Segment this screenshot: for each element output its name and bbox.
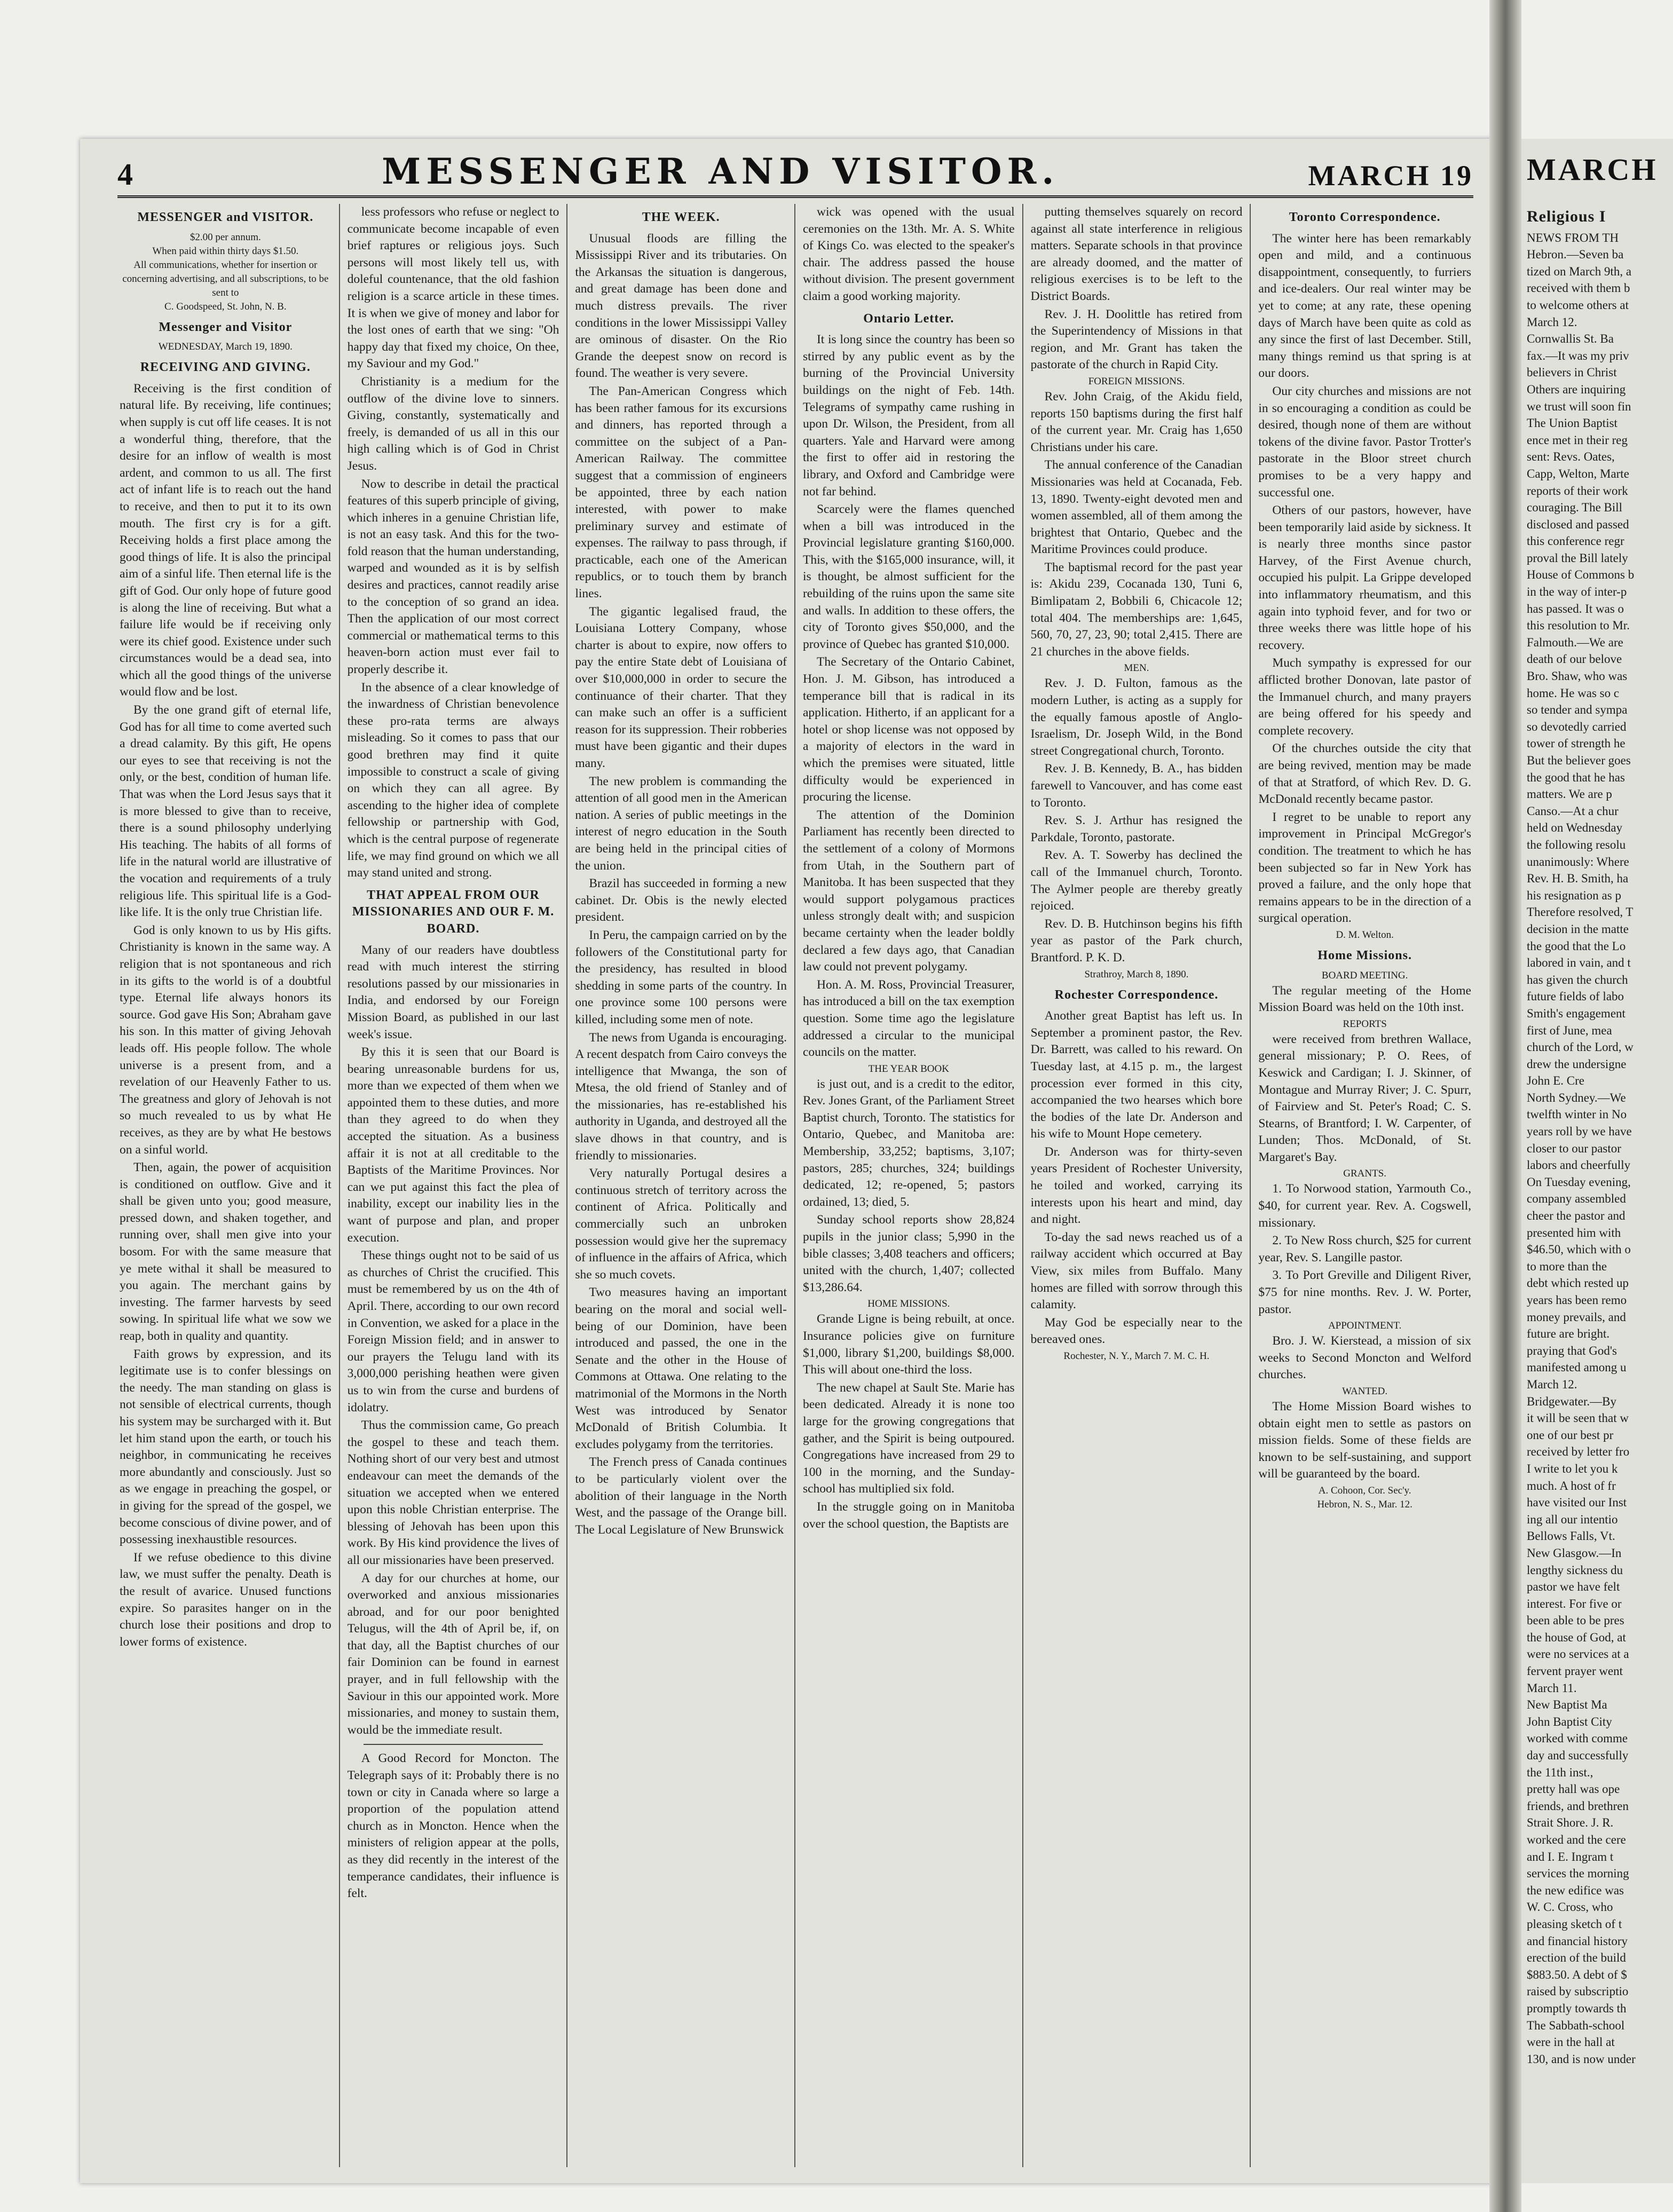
article-paragraph: These things ought not to be said of us as churches of Christ the crucified. This must be remembered by us on the 4th of April. There, according to our own record in Convention, we asked for a place in the Foreign Mission field; and in answer to our prayers the Telugu land with its 3,000,000 perishing heathen were given us to win from the curse and burdens of idolatry. (347, 1249, 559, 1415)
next-page-line: promptly towards th (1527, 2001, 1627, 2015)
article-heading: MESSENGER and VISITOR. (137, 210, 314, 224)
small-caption: WEDNESDAY, March 19, 1890. (158, 341, 293, 353)
article-heading: THE WEEK. (642, 210, 720, 224)
next-page-date: MARCH (1527, 152, 1658, 187)
article-paragraph: Our city churches and missions are not in so encouraging a condition as could be desired, though none of them are without tokens of the divine favor. Pastor Trotter's pastorate in the Bloor street church promises to be a very happy and successful one. (1258, 384, 1471, 500)
small-caption: D. M. Welton. (1336, 929, 1394, 941)
article-paragraph: Rev. J. D. Fulton, famous as the modern Luther, is acting as a supply for the equally famous apostle of Anglo-Israelism, Dr. Joseph Wild, in the Bond street Congregational church, Toronto. (1030, 676, 1243, 758)
next-page-line: money prevails, and (1527, 1310, 1626, 1324)
article-paragraph: Brazil has succeeded in forming a new cabinet. Dr. Obis is the newly elected president. (575, 876, 787, 925)
column-6 (1251, 204, 1479, 2167)
small-caption: A. Cohoon, Cor. Sec'y. (1318, 1484, 1411, 1496)
next-page-line: March 12. (1527, 315, 1577, 329)
article-paragraph: I regret to be unable to report any improvement in Principal McGregor's condition. The treatment to which he has been subjected so far in New York has proved a failure, and the only hope that remains appears to be in the direction of a surgical operation. (1258, 810, 1471, 926)
next-page-line: his resignation as p (1527, 888, 1621, 902)
next-page-line: years roll by we have (1527, 1125, 1632, 1139)
next-page-line: worked with comme (1527, 1732, 1628, 1745)
article-paragraph: wick was opened with the usual ceremonies on the 13th. Mr. A. S. White of Kings Co. was elected to the speaker's chair. The address passed the house without division. The present government claim a good working majority. (802, 205, 1015, 303)
article-paragraph: Scarcely were the flames quenched when a bill was introduced in the Provincial legislature granting $160,000. This, with the $165,000 insurance, will, it is thought, be almost sufficient for the rebuilding of the ruins upon the same site and walls. In addition to these offers, the city of Toronto gives $50,000, and the province of Quebec has granted $10,000. (802, 502, 1015, 651)
article-paragraph: The French press of Canada continues to be particularly violent over the abolition of their language in the North West, and the passage of the Orange bill. The Local Legislature of New Brunswick (575, 1455, 787, 1537)
next-page-line: Falmouth.—We are (1527, 635, 1623, 649)
next-page-line: Canso.—At a chur (1527, 804, 1619, 818)
next-page-line: future are bright. (1527, 1327, 1610, 1341)
next-page-line: friends, and brethren (1527, 1799, 1629, 1813)
next-page-line: the house of God, at (1527, 1630, 1626, 1644)
newspaper-page (80, 139, 1495, 2183)
article-paragraph: Rev. A. T. Sowerby has declined the call of the Immanuel church, Toronto. The Aylmer people are thereby greatly rejoiced. (1030, 848, 1243, 913)
article-paragraph: 3. To Port Greville and Diligent River, $75 for nine months. Rev. J. W. Porter, pastor. (1258, 1268, 1471, 1316)
article-paragraph: In the struggle going on in Manitoba over the school question, the Baptists are (802, 1499, 1015, 1531)
small-caption: $2.00 per annum. (190, 231, 261, 243)
article-paragraph: putting themselves squarely on record against all state interference in religious matters. Separate schools in that province are already doomed, and the matter of religious exercises is to be left to the District Boards. (1030, 205, 1243, 303)
next-page-line: North Sydney.—We (1527, 1091, 1626, 1104)
next-page-line: pleasing sketch of t (1527, 1917, 1622, 1931)
next-page-line: proval the Bill lately (1527, 551, 1628, 565)
article-paragraph: It is long since the country has been so stirred by any public event as by the burning of the Provincial University buildings on the night of Feb. 14th. Telegrams of sympathy came rushing in upon Dr. Wilson, the President, from all quarters. Yale and Harvard were among the first to offer aid in restoring the library, and Oxford and Cambridge were not far behind. (802, 333, 1015, 499)
next-page-line: sent: Revs. Oates, (1527, 450, 1615, 464)
next-page-line: the new edifice was (1527, 1883, 1624, 1897)
article-paragraph: The attention of the Dominion Parliament has recently been directed to the settlement of a colony of Mormons from Utah, in the Southern part of Manitoba. It has been suspected that they would support polygamous practices unless strongly dealt with; and suspicion became certainty when the leader boldly declared a few days ago, that Canadian law could not prevent polygamy. (802, 808, 1015, 974)
next-page-line: much. A host of fr (1527, 1479, 1616, 1492)
next-page-line: and financial history (1527, 1934, 1628, 1948)
article-paragraph: Rev. S. J. Arthur has resigned the Parkdale, Toronto, pastorate. (1030, 813, 1243, 844)
column-3 (567, 204, 795, 2167)
article-paragraph: Thus the commission came, Go preach the gospel to these and teach them. Nothing short of our very best and utmost endeavour can meet the demands of the situation we accepted when we entered upon this noble Christian enterprise. The blessing of Jehovah has been upon this work. By His kind providence the lives of all our missionaries have been preserved. (347, 1418, 559, 1567)
next-page-line: labored in vain, and t (1527, 956, 1631, 970)
column-1 (112, 204, 340, 2167)
article-paragraph: By the one grand gift of eternal life, God has for all time to come averted such a dread calamity. By this gift, He opens our eyes to see that receiving is not the only, or the best, condition of human life. That was when the Lord Jesus says that it is more blessed to give than to receive, there is a sound philosophy underlying His teaching. The habits of all forms of life in the natural world are illustrative of the vocation and requirements of a truly religious life. This spiritual life is a God-like life. It is the only true Christian life. (120, 703, 332, 920)
article-heading: RECEIVING AND GIVING. (140, 360, 311, 375)
next-page-line: Rev. H. B. Smith, ha (1527, 872, 1629, 886)
article-paragraph: May God be especially near to the bereaved ones. (1030, 1315, 1243, 1347)
next-page-line: so tender and sympa (1527, 703, 1628, 717)
masthead (117, 151, 1473, 198)
next-page-line: services the morning (1527, 1867, 1629, 1881)
next-page-line: fervent prayer went (1527, 1664, 1623, 1678)
next-page-line: raised by subscriptio (1527, 1985, 1629, 1998)
article-paragraph: The gigantic legalised fraud, the Louisiana Lottery Company, whose charter is about to expire, now offers to pay the entire State debt of Louisiana of over $10,000,000 in order to secure the continuance of their charter. That they can make such an offer is a sufficient reason for its suppression. Their robberies must have been gigantic and their dupes many. (575, 604, 787, 770)
article-paragraph: The new problem is commanding the attention of all good men in the American nation. A series of public meetings in the interest of negro education in the South are being held in the principal cities of the union. (575, 774, 787, 873)
small-caption: Hebron, N. S., Mar. 12. (1317, 1498, 1412, 1510)
next-page-line: this conference regr (1527, 534, 1624, 548)
section-rule (364, 1744, 543, 1745)
article-paragraph: If we refuse obedience to this divine law, we must suffer the penalty. Death is the result of avarice. Unused functions expire. So parasites hanger on in the church lose their positions and drop to lower forms of existence. (120, 1550, 332, 1649)
small-caption: GRANTS. (1343, 1168, 1387, 1180)
article-paragraph: 2. To New Ross church, $25 for current year, Rev. S. Langille pastor. (1258, 1234, 1471, 1265)
small-caption: When paid within thirty days $1.50. (152, 245, 299, 257)
next-page-line: in the way of inter-p (1527, 585, 1627, 599)
small-caption: Strathroy, March 8, 1890. (1084, 968, 1189, 980)
next-page-line: W. C. Cross, who (1527, 1900, 1613, 1914)
next-page-line: this resolution to Mr. (1527, 619, 1630, 633)
small-caption: Rochester, N. Y., March 7. M. C. H. (1063, 1350, 1210, 1362)
next-page-line: unanimously: Where (1527, 855, 1629, 868)
next-page-line: Strait Shore. J. R. (1527, 1816, 1614, 1830)
next-page-line: The Sabbath-school (1527, 2018, 1625, 2032)
small-caption: MEN. (1124, 662, 1149, 674)
next-page-line: ing all our intentio (1527, 1512, 1618, 1526)
next-page-line: reports of their work (1527, 484, 1628, 497)
next-page-line: lengthy sickness du (1527, 1563, 1623, 1577)
article-paragraph: Hon. A. M. Ross, Provincial Treasurer, has introduced a bill on the tax exemption question. Some time ago the legislature addressed a circular to the municipal councils on the matter. (802, 977, 1015, 1060)
next-page-line: Capp, Welton, Marte (1527, 467, 1629, 480)
next-page-line: were no services at a (1527, 1647, 1629, 1661)
next-page-line: tized on March 9th, a (1527, 264, 1632, 278)
next-page-line: cheer the pastor and (1527, 1209, 1625, 1223)
masthead-date: MARCH 19 (1308, 160, 1473, 192)
next-page-line: Bridgewater.—By (1527, 1394, 1616, 1408)
article-paragraph: Rev. J. H. Doolittle has retired from the Superintendency of Missions in that region, and Mr. Grant has taken the pastorate of the church in Rapid City. (1030, 307, 1243, 372)
next-page-line: Cornwallis St. Ba (1527, 332, 1614, 346)
article-paragraph: The new chapel at Sault Ste. Marie has been dedicated. Already it is none too large for the growing congregations that gather, and the Spirit is being outpoured. Congregations have increased from 29 to 100 in the morning, and the Sunday-school has multiplied six fold. (802, 1380, 1015, 1496)
next-page-line: John Baptist City (1527, 1715, 1612, 1728)
small-caption: C. Goodspeed, St. John, N. B. (164, 301, 287, 312)
next-page-section-title: Religious I (1527, 208, 1606, 225)
next-page-line: death of our belove (1527, 652, 1622, 666)
next-page-line: company assembled (1527, 1192, 1626, 1206)
next-page-line: home. He was so c (1527, 686, 1620, 700)
next-page-line: to welcome others at (1527, 298, 1629, 312)
next-page-column (1527, 208, 1666, 2167)
next-page-line: John E. Cre (1527, 1074, 1584, 1088)
next-page-line: Therefore resolved, T (1527, 905, 1633, 919)
article-paragraph: Two measures having an important bearing on the moral and social well-being of our Dominion, have been introduced and passed, the one in the Senate and the other in the House of Commons at Ottawa. One relating to the matrimonial of the Mormons in the North West was introduced by Senator McDonald of British Columbia. It excludes polygamy from the territories. (575, 1285, 787, 1451)
next-page-line: received by letter fro (1527, 1445, 1630, 1459)
next-page-line: it will be seen that w (1527, 1411, 1629, 1425)
next-page-line: praying that God's (1527, 1344, 1617, 1357)
next-page-line: decision in the matte (1527, 922, 1629, 936)
article-paragraph: Sunday school reports show 28,824 pupils in the junior class; 5,990 in the bible classes; 3,408 teachers and officers; united with the church, 1,407; collected $13,286.64. (802, 1213, 1015, 1294)
next-page-line: first of June, mea (1527, 1023, 1612, 1037)
article-paragraph: 1. To Norwood station, Yarmouth Co., $40, for current year. Rev. A. Cogswell, missionary. (1258, 1182, 1471, 1230)
article-paragraph: Much sympathy is expressed for our afflicted brother Donovan, late pastor of the Immanuel church, and many prayers are being offered for his speedy and complete recovery. (1258, 656, 1471, 738)
page-gutter (1489, 0, 1521, 2212)
article-paragraph: Very naturally Portugal desires a continuous stretch of territory across the continent of Africa. Politically and commercially such an unbroken possession would give her the supremacy of influence in the affairs of Africa, which she so much covets. (575, 1166, 787, 1282)
small-caption: All communications, whether for insertion or concerning advertising, and all subscriptions, to be sent to (122, 259, 329, 298)
next-page-line: we trust will soon fin (1527, 399, 1631, 413)
next-page-line: New Glasgow.—In (1527, 1546, 1622, 1560)
article-paragraph: A day for our churches at home, our overworked and anxious missionaries abroad, and for our poor benighted Telugus, will the 4th of April be, if, on that day, all the Baptist churches of our fair Dominion can be found in earnest prayer, and in full fellowship with the Saviour in this our appointed work. More missionaries, and money to sustain them, would be the immediate result. (347, 1571, 559, 1737)
next-page-line: drew the undersigne (1527, 1057, 1627, 1071)
column-5 (1023, 204, 1251, 2167)
article-paragraph: The Pan-American Congress which has been rather famous for its excursions and dinners, has reported through a committee on the subject of a Pan-American Railway. The committee suggest that a commission of engineers be appointed, three by each nation interested, with power to make preliminary survey and estimate of expenses. The railway to pass through, if practicable, each one of the American republics, or to touch them by branch lines. (575, 384, 787, 601)
article-paragraph: Receiving is the first condition of natural life. By receiving, life continues; when supply is cut off life ceases. It is not a wonderful thing, therefore, that the desire for an inflow of wealth is most ardent, and common to us all. The first act of infant life is to reach out the hand to receive, and then to put it to its own mouth. The first cry is for a gift. Receiving holds a first place among the good things of life. It is also the principal aim of a sinful life. Then eternal life is the gift of God. Our only hope of future good is along the line of receiving. But what a failure life would be if receiving only were its chief good. Existence under such circumstances would be a dead sea, into which all the good things of the universe would flow and be lost. (120, 381, 332, 699)
article-paragraph: Christianity is a medium for the outflow of the divine love to sinners. Giving, constantly, systematically and freely, is demanded of us all in this our high calling which is of God in Christ Jesus. (347, 374, 559, 473)
article-paragraph: Unusual floods are filling the Mississippi River and its tributaries. On the Arkansas the situation is dangerous, and great damage has been done and much distress prevails. The river conditions in the lower Mississippi Valley are ominous of disaster. On the Rio Grande the deepest snow on record is found. The weather is very severe. (575, 231, 787, 381)
next-page-line: have visited our Inst (1527, 1496, 1627, 1510)
next-page-line: pastor we have felt (1527, 1580, 1620, 1594)
article-paragraph: The winter here has been remarkably open and mild, and a continuous disappointment, consequently, to furriers and ice-dealers. Our real winter may be yet to come; at any rate, these opening days of March have been quite as cold as any since the first of last December. Still, many things remind us that spring is at our doors. (1258, 231, 1471, 381)
next-page-line: labors and cheerfully (1527, 1158, 1631, 1172)
next-page-line: held on Wednesday (1527, 821, 1623, 835)
next-page-line: closer to our pastor (1527, 1141, 1621, 1155)
next-page-line: disclosed and passed (1527, 517, 1629, 531)
article-paragraph: less professors who refuse or neglect to communicate become incapable of even brief raptures or religious joys. Such persons will most likely tell us, with doleful countenance, that the old fashion religion is a scarce article in these times. It is when we give of money and labor for the lost ones of earth that we sing: "Oh happy day that fixed my choice, On thee, my Saviour and my God." (347, 205, 559, 371)
article-paragraph: Bro. J. W. Kierstead, a mission of six weeks to Second Moncton and Welford churches. (1258, 1334, 1471, 1382)
next-page-line: Others are inquiring (1527, 382, 1626, 396)
next-page-line: presented him with (1527, 1226, 1621, 1239)
next-page-line: erection of the build (1527, 1951, 1626, 1965)
column-4 (795, 204, 1023, 2167)
next-page-line: the following resolu (1527, 838, 1626, 851)
article-paragraph: Rev. D. B. Hutchinson begins his fifth year as pastor of the Park church, Brantford. P. K. D. (1030, 917, 1243, 965)
article-paragraph: is just out, and is a credit to the editor, Rev. Jones Grant, of the Parliament Street Baptist church, Toronto. The statistics for Ontario, Quebec, and Manitoba are: Membership, 33,252; baptisms, 3,107; pastors, 285; churches, 324; buildings dedicated, 12; re-opened, 5; pastors ordained, 13; died, 5. (802, 1077, 1015, 1209)
next-page-line: ence met in their reg (1527, 433, 1628, 447)
article-paragraph: The regular meeting of the Home Mission Board was held on the 10th inst. (1258, 983, 1471, 1015)
next-page-line: and I. E. Ingram t (1527, 1850, 1614, 1863)
article-paragraph: Dr. Anderson was for thirty-seven years President of Rochester University, he toiled and worked, carrying its interests upon his heart and mind, day and night. (1030, 1144, 1243, 1227)
article-heading: Toronto Correspondence. (1289, 210, 1441, 224)
small-caption: APPOINTMENT. (1328, 1320, 1402, 1332)
article-columns (112, 204, 1479, 2167)
next-page-line: were in the hall at (1527, 2035, 1615, 2049)
masthead-title: MESSENGER AND VISITOR. (382, 151, 1060, 192)
next-page-line: NEWS FROM TH (1527, 231, 1619, 244)
article-paragraph: Faith grows by expression, and its legitimate use is to confer blessings on the needy. The man standing on glass is not sensible of electrical currents, though his system may be surcharged with it. But let him stand upon the earth, or touch his neighbor, in communicating he receives more abundantly and consciously. Just so as we engage in preaching the gospel, or in giving for the spread of the gospel, we become conscious of divine power, and of possessing inexhaustible resources. (120, 1347, 332, 1547)
next-page-line: $46.50, which with o (1527, 1243, 1631, 1257)
next-page-line: manifested among u (1527, 1361, 1627, 1374)
article-paragraph: were received from brethren Wallace, general missionary; P. O. Rees, of Keswick and Cardigan; I. J. Skinner, of Montague and Murray River; J. C. Spurr, of Fairview and St. Peter's Road; C. S. Stearns, of Brantford; I. W. Carpenter, of Lunden; Thos. McDonald, of St. Margaret's Bay. (1258, 1032, 1471, 1164)
article-paragraph: To-day the sad news reached us of a railway accident which occurred at Bay View, six miles from Buffalo. Many homes are filled with sorrow through this calamity. (1030, 1230, 1243, 1312)
next-page-line: church of the Lord, w (1527, 1040, 1633, 1054)
article-heading: Rochester Correspondence. (1054, 988, 1219, 1002)
article-heading: THAT APPEAL FROM OUR MISSIONARIES AND OUR F. M. BOARD. (352, 888, 555, 936)
article-paragraph: Then, again, the power of acquisition is conditioned on outflow. Give and it shall be given unto you; good measure, pressed down, and shaken together, and running over, shall men give into your bosom. For with the same measure that ye mete withal it shall be measured to you again. The merchant gains by investing. The farmer harvests by seed sowing. In spiritual life what we sow we reap, both in quality and quantity. (120, 1160, 332, 1344)
next-page-line: couraging. The Bill (1527, 501, 1623, 515)
next-page-line: received with them b (1527, 281, 1630, 295)
next-page-line: debt which rested up (1527, 1276, 1629, 1290)
small-caption: REPORTS (1343, 1018, 1387, 1030)
article-paragraph: A Good Record for Moncton. The Telegraph says of it: Probably there is no town or city in Canada where so large a proportion of the population attend church as in Moncton. Hence when the ministers of religion appear at the polls, as they did recently in the interest of the temperance candidates, their influence is felt. (347, 1751, 559, 1901)
article-paragraph: Now to describe in detail the practical features of this superb principle of giving, which inheres in a genuine Christian life, is not an easy task. And this for the two-fold reason that the human understanding, warped and wounded as it is by selfish desires and practices, cannot readily arise to the conception of so grand an idea. Then the application of our most correct commercial or mathematical terms to this heaven-born action must ever fail to properly describe it. (347, 477, 559, 677)
next-page-line: tower of strength he (1527, 737, 1625, 750)
small-caption: HOME MISSIONS. (867, 1298, 950, 1310)
article-paragraph: The Secretary of the Ontario Cabinet, Hon. J. M. Gibson, has introduced a temperance bill that is radical in its application. Hitherto, if an applicant for a hotel or shop license was not opposed by a majority of electors in the ward in which the premises were situated, little difficulty would be experienced in procuring the license. (802, 655, 1015, 804)
article-paragraph: Rev. J. B. Kennedy, B. A., has bidden farewell to Vancouver, and has come east to Toronto. (1030, 762, 1243, 810)
next-page-line: matters. We are p (1527, 787, 1612, 801)
next-page-edge (1521, 139, 1673, 2183)
next-page-line: twelfth winter in No (1527, 1108, 1627, 1121)
next-page-line: believers in Christ (1527, 366, 1617, 380)
next-page-line: Bellows Falls, Vt. (1527, 1529, 1615, 1543)
page-number: 4 (117, 157, 133, 192)
next-page-line: worked and the cere (1527, 1833, 1626, 1846)
next-page-line: day and successfully (1527, 1749, 1629, 1763)
next-page-line: I write to let you k (1527, 1462, 1618, 1475)
next-page-line: House of Commons b (1527, 568, 1635, 582)
next-page-line: Hebron.—Seven ba (1527, 248, 1624, 262)
article-paragraph: The Home Mission Board wishes to obtain eight men to settle as pastors on mission fields. Some of these fields are known to be self-sustaining, and support will be guaranteed by the board. (1258, 1400, 1471, 1481)
next-page-line: But the believer goes (1527, 754, 1631, 767)
small-caption: WANTED. (1342, 1386, 1388, 1397)
next-page-line: 130, and is now under (1527, 2052, 1636, 2066)
article-heading: Ontario Letter. (863, 311, 954, 326)
column-2 (340, 204, 568, 2167)
next-page-line: been able to be pres (1527, 1614, 1624, 1628)
next-page-line: to more than the (1527, 1259, 1607, 1273)
small-caption: BOARD MEETING. (1321, 969, 1408, 981)
article-paragraph: The baptismal record for the past year is: Akidu 239, Cocanada 130, Tuni 6, Bimlipatam 2, Bobbili 6, Chicacole 12; total 404. The memberships are: 1,645, 560, 70, 27, 23, 90; total 2,415. There are 21 churches in the above fields. (1030, 560, 1243, 659)
article-paragraph: Of the churches outside the city that are being revived, mention may be made of that at Stratford, of which Rev. D. G. McDonald recently became pastor. (1258, 741, 1471, 807)
next-page-line: the 11th inst., (1527, 1765, 1593, 1779)
next-page-line: Smith's engagement (1527, 1006, 1625, 1020)
article-paragraph: Another great Baptist has left us. In September a prominent pastor, the Rev. Dr. Barrett, was called to his reward. On Tuesday last, at 4.15 p. m., the largest procession ever formed in this city, accompanied the two hearses which bore the bodies of the late Dr. Anderson and his wife to Mount Hope cemetery. (1030, 1009, 1243, 1141)
next-page-line: interest. For five or (1527, 1597, 1622, 1610)
next-page-header (1527, 152, 1658, 187)
next-page-line: March 12. (1527, 1377, 1577, 1391)
next-page-line: Bro. Shaw, who was (1527, 669, 1628, 683)
next-page-line: the good that the Lo (1527, 939, 1626, 953)
article-paragraph: Many of our readers have doubtless read with much interest the stirring resolutions passed by our missionaries in India, and endorsed by our Foreign Mission Board, as published in our last week's issue. (347, 943, 559, 1041)
article-paragraph: The annual conference of the Canadian Missionaries was held at Cocanada, Feb. 13, 1890. Twenty-eight devoted men and women assembled, all of them among the brightest that Ontario, Quebec and the Maritime Provinces could produce. (1030, 458, 1243, 557)
next-page-line: New Baptist Ma (1527, 1698, 1607, 1712)
next-page-line: The Union Baptist (1527, 416, 1617, 430)
small-caption: FOREIGN MISSIONS. (1088, 375, 1185, 387)
next-page-line: March 11. (1527, 1681, 1577, 1695)
next-page-line: the good that he has (1527, 770, 1625, 784)
article-paragraph: Grande Ligne is being rebuilt, at once. Insurance policies give on furniture $1,000, library $1,200, buildings $8,000. This will about one-third the loss. (802, 1312, 1015, 1377)
next-page-line: pretty hall was ope (1527, 1782, 1620, 1796)
article-paragraph: God is only known to us by His gifts. Christianity is known in the same way. A religion that is not spontaneous and rich in its gifts to the world is of a doubtful type. Eternal life always honors its source. God gave His Son; Abraham gave his son. In this matter of giving Jehovah leads off. His people follow. The whole universe is a present from, and a revelation of our Heavenly Father to us. The greatness and glory of Jehovah is not so much revealed to us by what He receives, as they are by what He bestows on a sinful world. (120, 923, 332, 1157)
next-page-line: On Tuesday evening, (1527, 1175, 1631, 1189)
article-paragraph: In Peru, the campaign carried on by the followers of the Constitutional party for the presidency, has resulted in blood shedding in some parts of the country. In one province some 100 persons were killed, including some men of note. (575, 928, 787, 1026)
article-paragraph: Others of our pastors, however, have been temporarily laid aside by sickness. It is nearly three months since pastor Harvey, of the First Avenue church, occupied his pulpit. La Grippe developed into inflammatory rheumatism, and this again into typhoid fever, and for two or three weeks there was little hope of his recovery. (1258, 503, 1471, 652)
next-page-line: has passed. It was o (1527, 602, 1624, 615)
next-page-line: has given the church (1527, 973, 1628, 986)
article-paragraph: In the absence of a clear knowledge of the inwardness of Christian benevolence these pro-rata terms are always misleading. So it comes to pass that our good brethren may find it quite impossible to construct a scale of giving on which they can all agree. By ascending to the higher idea of complete fellowship or partnership with God, which is the central purpose of regenerate life, we may find ground on which we all may stand united and strong. (347, 680, 559, 880)
next-page-line: one of our best pr (1527, 1428, 1614, 1442)
next-page-line: $883.50. A debt of $ (1527, 1968, 1627, 1981)
next-page-line: future fields of labo (1527, 990, 1624, 1004)
article-paragraph: The news from Uganda is encouraging. A recent despatch from Cairo conveys the intelligence that Mwanga, the son of Mtesa, the old friend of Stanley and of the missionaries, has re-established his authority in Uganda, and destroyed all the slave dhows in that country, and is friendly to missionaries. (575, 1030, 787, 1163)
article-paragraph: By this it is seen that our Board is bearing unreasonable burdens for us, more than we expected of them when we appointed them to these duties, and more than they agreed to do when they accepted the situation. As a business affair it is not at all creditable to the Baptists of the Maritime Provinces. Nor can we put against this fact the plea of inability, except our inability lies in the want of purpose and plan, and proper execution. (347, 1045, 559, 1245)
article-paragraph: Rev. John Craig, of the Akidu field, reports 150 baptisms during the first half of the current year. Mr. Craig has 1,650 Christians under his care. (1030, 389, 1243, 454)
next-page-line: years has been remo (1527, 1293, 1627, 1307)
next-page-line: so devotedly carried (1527, 720, 1627, 733)
small-caption: THE YEAR BOOK (868, 1063, 949, 1075)
article-heading: Messenger and Visitor (159, 320, 293, 334)
next-page-line: fax.—It was my priv (1527, 349, 1629, 362)
article-heading: Home Missions. (1317, 948, 1412, 962)
